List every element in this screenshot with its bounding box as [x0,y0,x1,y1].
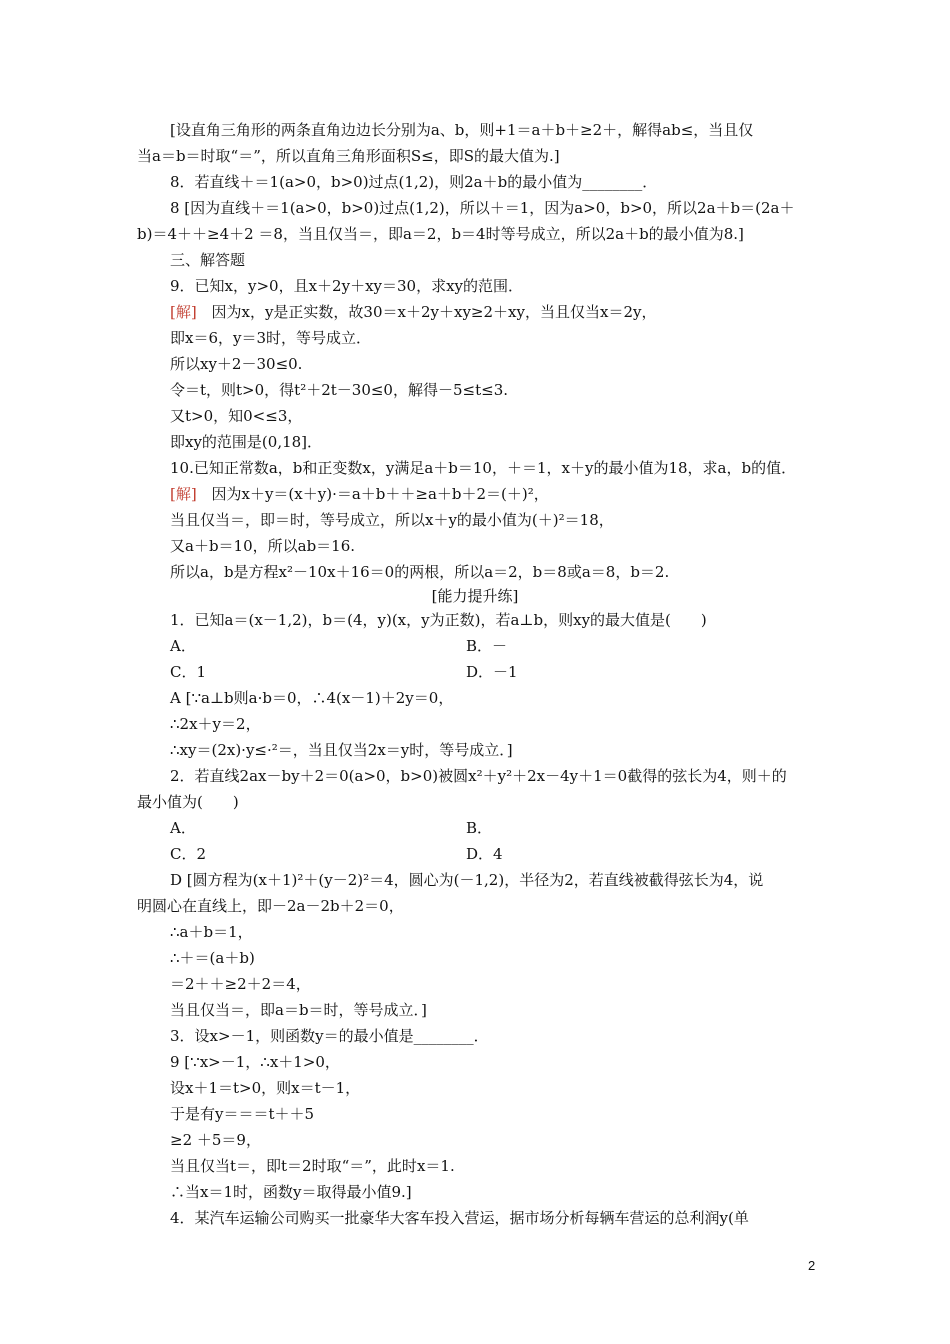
page-number: 2 [808,1258,816,1273]
solution-line: [解] 因为x＋y＝(x＋y)·＝a＋b＋＋≥a＋b＋2＝(＋)²， [170,485,549,503]
option-c: C．2 [170,845,207,863]
text-line: 当且仅当t＝，即t＝2时取“＝”，此时x＝1. [170,1157,455,1175]
answer-3: 9 [∵x>－1，∴x＋1>0， [170,1053,340,1071]
question-4: 4．某汽车运输公司购买一批豪华大客车投入营运，据市场分析每辆车营运的总利润y(单 [170,1209,749,1227]
option-a: A． [170,819,196,837]
text-line: ∴xy＝(2x)·y≤·²＝，当且仅当2x＝y时，等号成立．] [170,741,513,759]
text-line: 设x＋1＝t>0，则x＝t－1， [170,1079,361,1097]
option-b: B． [466,819,493,837]
text-line: 即xy的范围是(0,18]． [170,433,323,451]
text-line: 明圆心在直线上，即－2a－2b＋2＝0， [137,897,404,915]
text-line: 当a＝b＝时取“＝”，所以直角三角形面积S≤，即S的最大值为.] [137,147,560,165]
answer-1: A [∵a⊥b则a·b＝0，∴4(x－1)＋2y＝0， [170,689,454,707]
text-line: 当且仅当＝，即＝时，等号成立，所以x＋y的最小值为(＋)²＝18， [170,511,614,529]
text-line: 所以xy＋2－30≤0. [170,355,303,373]
text-line: 所以a，b是方程x²－10x＋16＝0的两根，所以a＝2，b＝8或a＝8，b＝2. [170,563,670,581]
option-a: A． [170,637,196,655]
text-line: 又t>0，知0<≤3， [170,407,303,425]
question-3: 3．设x>－1，则函数y＝的最小值是________． [170,1027,489,1045]
text-line: ＝2＋＋≥2＋2＝4， [170,975,311,993]
option-b: B．－ [466,637,508,655]
question-8: 8．若直线＋＝1(a>0，b>0)过点(1,2)，则2a＋b的最小值为________． [170,173,658,191]
solution-tag: [解] [170,303,197,321]
solution-line: [解] 因为x，y是正实数，故30＝x＋2y＋xy≥2＋xy，当且仅当x＝2y， [170,303,657,321]
text-line: 当且仅当＝，即a＝b＝时，等号成立．] [170,1001,427,1019]
text-line: 即x＝6，y＝3时，等号成立． [170,329,372,347]
section-title: [能力提升练] [431,587,519,605]
answer-2: D [圆方程为(x＋1)²＋(y－2)²＝4，圆心为(－1,2)，半径为2，若直线被截得弦长为4，说 [170,871,764,889]
text-line: ∴a＋b＝1， [170,923,253,941]
option-d: D．－1 [466,663,518,681]
text-line: 于是有y＝＝＝t＋＋5 [170,1105,315,1123]
question-1: 1．已知a＝(x－1,2)，b＝(4，y)(x，y为正数)，若a⊥b，则xy的最大值是( ) [170,611,707,629]
question-10: 10.已知正常数a，b和正变数x，y满足a＋b＝10，＋＝1，x＋y的最小值为18，求a，b的值． [170,459,797,477]
text-line: 又a＋b＝10，所以ab＝16. [170,537,356,555]
text-line: ∴2x＋y＝2， [170,715,261,733]
text-line: ∴＋＝(a＋b) [170,949,255,967]
answer-8: 8 [因为直线＋＝1(a>0，b>0)过点(1,2)，所以＋＝1，因为a>0，b>0，所以2a＋b＝(2a＋ [170,199,795,217]
option-d: D．4 [466,845,503,863]
solution-tag: [解] [170,485,197,503]
option-c: C．1 [170,663,207,681]
question-2: 2．若直线2ax－by＋2＝0(a>0，b>0)被圆x²＋y²＋2x－4y＋1＝0截得的弦长为4，则＋的 [170,767,787,785]
text-line: 令＝t，则t>0，得t²＋2t－30≤0，解得－5≤t≤3. [170,381,508,399]
text-line: 最小值为( ) [137,793,239,811]
text-line: ≥2 ＋5＝9， [170,1131,261,1149]
text-line: [设直角三角形的两条直角边边长分别为a、b，则+1＝a＋b＋≥2＋，解得ab≤，当且仅 [170,121,754,139]
text-line: b)＝4＋＋≥4＋2 ＝8，当且仅当＝，即a＝2，b＝4时等号成立，所以2a＋b的最小值为8.] [137,225,744,243]
text-line: ∴当x＝1时，函数y＝取得最小值9.] [170,1183,412,1201]
question-9: 9．已知x，y>0，且x＋2y＋xy＝30，求xy的范围． [170,277,524,295]
section-heading: 三、解答题 [170,251,246,269]
